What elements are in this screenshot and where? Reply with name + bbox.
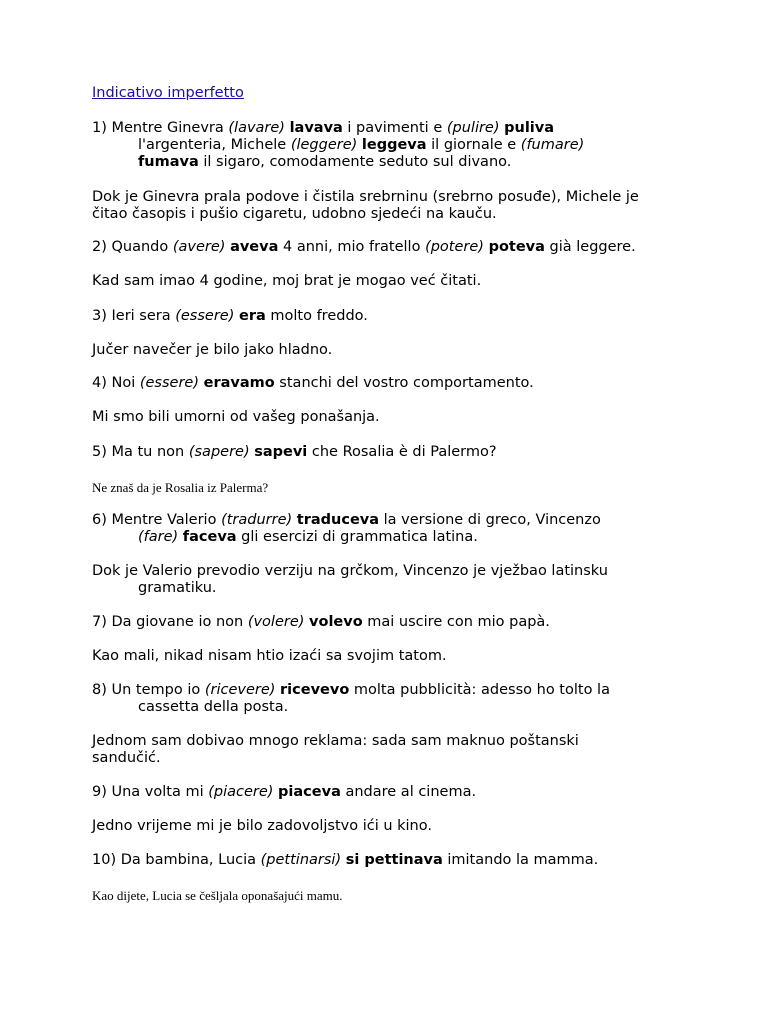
text: gli esercizi di grammatica latina.	[236, 529, 478, 545]
text: andare al cinema.	[340, 784, 477, 800]
infinitive: (essere)	[175, 308, 235, 324]
translation-6-line-2: gramatiku.	[138, 580, 217, 596]
translation-10-line: Kao dijete, Lucia se češljala oponašajući mamu.	[92, 888, 343, 903]
translation-5	[92, 479, 712, 496]
translation-4	[92, 409, 712, 426]
exercise-2	[92, 239, 712, 256]
exercise-6-line-1	[92, 512, 712, 529]
text: 3) Ieri sera	[92, 308, 176, 324]
conjugated-verb: piaceva	[278, 784, 341, 800]
conjugated-verb: leggeva	[361, 137, 427, 153]
exercise-4-line	[92, 375, 712, 392]
text: che Rosalia è di Palermo?	[307, 444, 497, 460]
conjugated-verb: puliva	[504, 120, 555, 136]
text: imitando la mamma.	[442, 852, 599, 868]
exercise-8-line-2: cassetta della posta.	[138, 699, 289, 715]
exercise-4	[92, 375, 712, 392]
text: mai uscire con mio papà.	[362, 614, 550, 630]
exercise-9	[92, 784, 712, 801]
infinitive: (fare)	[138, 529, 179, 545]
exercise-10	[92, 852, 712, 869]
infinitive: (pettinarsi)	[260, 852, 342, 868]
conjugated-verb: aveva	[230, 239, 279, 255]
conjugated-verb: poteva	[488, 239, 545, 255]
exercise-3-line	[92, 308, 712, 325]
text: 8) Un tempo io	[92, 682, 205, 698]
translation-3	[92, 342, 712, 359]
infinitive: (potere)	[425, 239, 484, 255]
conjugated-verb: ricevevo	[280, 682, 350, 698]
exercise-1-line-1	[92, 120, 712, 137]
translation-4-line: Mi smo bili umorni od vašeg ponašanja.	[92, 409, 380, 425]
text: il giornale e	[426, 137, 521, 153]
infinitive: (ricevere)	[204, 682, 276, 698]
text: già leggere.	[544, 239, 636, 255]
translation-2-line: Kad sam imao 4 godine, moj brat je mogao već čitati.	[92, 273, 482, 289]
infinitive: (piacere)	[208, 784, 274, 800]
exercise-5	[92, 444, 712, 461]
exercise-3	[92, 308, 712, 325]
translation-9	[92, 818, 712, 835]
conjugated-verb: fumava	[138, 154, 199, 170]
text: 10) Da bambina, Lucia	[92, 852, 261, 868]
translation-1-line-1: Dok je Ginevra prala podove i čistila srebrninu (srebrno posuđe), Michele je	[92, 189, 639, 205]
translation-8	[92, 733, 712, 767]
text: 6) Mentre Valerio	[92, 512, 222, 528]
exercise-1-line-3	[92, 154, 712, 171]
translation-10	[92, 887, 712, 904]
exercise-5-line	[92, 444, 712, 461]
translation-6	[92, 563, 712, 597]
section-heading-link[interactable]: Indicativo imperfetto	[92, 85, 244, 101]
conjugated-verb: faceva	[182, 529, 237, 545]
exercise-10-line	[92, 852, 712, 869]
translation-2	[92, 273, 712, 290]
text: i pavimenti e	[342, 120, 447, 136]
translation-3-line: Jučer navečer je bilo jako hladno.	[92, 342, 333, 358]
translation-5-line: Ne znaš da je Rosalia iz Palerma?	[92, 480, 269, 495]
infinitive: (fumare)	[520, 137, 585, 153]
conjugated-verb: eravamo	[203, 375, 275, 391]
exercise-1	[92, 120, 712, 171]
conjugated-verb: sapevi	[254, 444, 308, 460]
infinitive: (pulire)	[446, 120, 500, 136]
translation-7-line: Kao mali, nikad nisam htio izaći sa svojim tatom.	[92, 648, 447, 664]
text: la versione di greco, Vincenzo	[379, 512, 601, 528]
exercise-2-line	[92, 239, 712, 256]
translation-8-line-2: sandučić.	[92, 750, 161, 766]
text: 7) Da giovane io non	[92, 614, 248, 630]
translation-7	[92, 648, 712, 665]
translation-1	[92, 189, 712, 223]
conjugated-verb: lavava	[289, 120, 343, 136]
text: molta pubblicità: adesso ho tolto la	[349, 682, 610, 698]
text: molto freddo.	[265, 308, 368, 324]
translation-9-line: Jedno vrijeme mi je bilo zadovoljstvo ići u kino.	[92, 818, 432, 834]
conjugated-verb: si pettinava	[345, 852, 443, 868]
text: 4) Noi	[92, 375, 140, 391]
text: 2) Quando	[92, 239, 173, 255]
text: stanchi del vostro comportamento.	[274, 375, 534, 391]
text: 1) Mentre Ginevra	[92, 120, 229, 136]
infinitive: (volere)	[247, 614, 305, 630]
text: l'argenteria, Michele	[138, 137, 291, 153]
exercise-7-line	[92, 614, 712, 631]
translation-8-line-1: Jednom sam dobivao mnogo reklama: sada sam maknuo poštanski	[92, 733, 579, 749]
translation-6-line-1: Dok je Valerio prevodio verziju na grčkom, Vincenzo je vježbao latinsku	[92, 563, 608, 579]
text: 5) Ma tu non	[92, 444, 189, 460]
text: 4 anni, mio fratello	[278, 239, 426, 255]
exercise-9-line	[92, 784, 712, 801]
infinitive: (tradurre)	[221, 512, 293, 528]
text: 9) Una volta mi	[92, 784, 209, 800]
exercise-8	[92, 682, 712, 716]
exercise-6	[92, 512, 712, 546]
text: il sigaro, comodamente seduto sul divano.	[198, 154, 512, 170]
infinitive: (lavare)	[228, 120, 285, 136]
exercise-7	[92, 614, 712, 631]
conjugated-verb: traduceva	[296, 512, 380, 528]
infinitive: (essere)	[139, 375, 200, 391]
infinitive: (sapere)	[188, 444, 250, 460]
infinitive: (leggere)	[290, 137, 358, 153]
conjugated-verb: volevo	[309, 614, 363, 630]
translation-1-line-2: čitao časopis i pušio cigaretu, udobno sjedeći na kauču.	[92, 206, 497, 222]
exercise-1-line-2	[92, 137, 712, 154]
infinitive: (avere)	[172, 239, 226, 255]
exercise-6-line-2	[92, 529, 712, 546]
exercise-8-line-1	[92, 682, 712, 699]
conjugated-verb: era	[239, 308, 266, 324]
